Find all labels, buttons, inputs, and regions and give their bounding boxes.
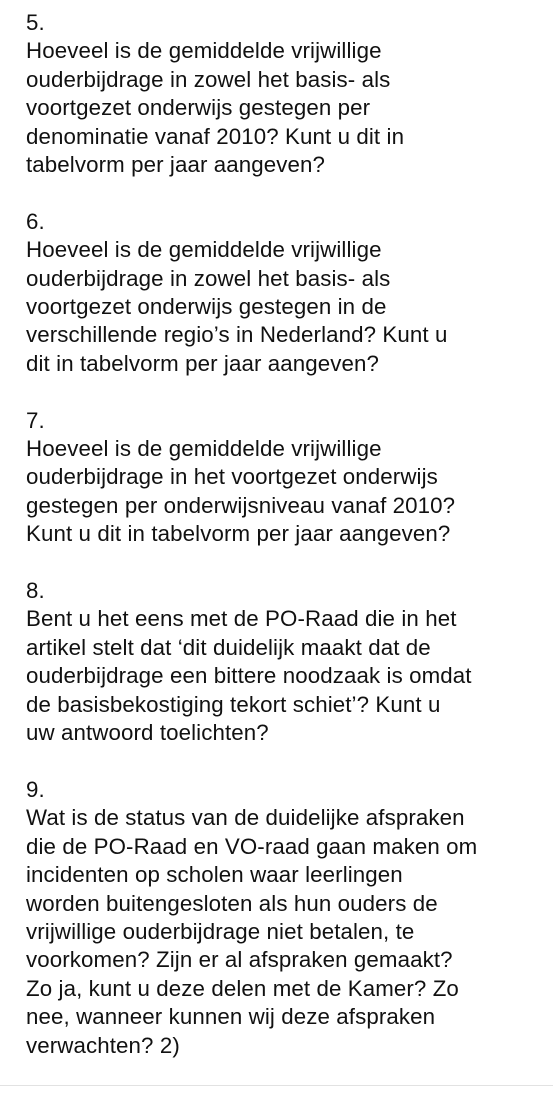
question-text-line: nee, wanneer kunnen wij deze afspraken	[26, 1004, 436, 1030]
question-text-line: de basisbekostiging tekort schiet’? Kunt u	[26, 691, 441, 717]
question-text-line: ouderbijdrage in zowel het basis- als	[26, 66, 391, 92]
question-text-line: dit in tabelvorm per jaar aangeven?	[26, 350, 380, 376]
question-text-line: Hoeveel is de gemiddelde vrijwillige	[26, 38, 382, 64]
question-text-line: ouderbijdrage in het voortgezet onderwijs	[26, 464, 438, 490]
question-text-line: verschillende regio’s in Nederland? Kunt u	[26, 322, 448, 348]
question-5	[26, 9, 546, 179]
question-8	[26, 577, 546, 747]
question-9	[26, 776, 546, 1060]
question-7	[26, 407, 546, 549]
question-text-line: uw antwoord toelichten?	[26, 720, 269, 746]
bottom-divider	[0, 1085, 553, 1086]
question-text-line: Wat is de status van de duidelijke afspraken	[26, 805, 465, 831]
question-number: 9.	[26, 776, 45, 802]
question-text-line: Hoeveel is de gemiddelde vrijwillige	[26, 436, 382, 462]
question-text-line: ouderbijdrage een bittere noodzaak is omdat	[26, 663, 472, 689]
question-text-line: verwachten? 2)	[26, 1032, 180, 1058]
question-number: 7.	[26, 407, 45, 433]
question-text-line: voorkomen? Zijn er al afspraken gemaakt?	[26, 947, 453, 973]
question-text-line: incidenten op scholen waar leerlingen	[26, 862, 403, 888]
question-text-line: voortgezet onderwijs gestegen per	[26, 95, 371, 121]
question-text-line: ouderbijdrage in zowel het basis- als	[26, 265, 391, 291]
question-text-line: Hoeveel is de gemiddelde vrijwillige	[26, 237, 382, 263]
questions-document	[26, 9, 546, 1088]
question-text-line: gestegen per onderwijsniveau vanaf 2010?	[26, 492, 456, 518]
question-text-line: die de PO-Raad en VO-raad gaan maken om	[26, 833, 478, 859]
question-text-line: voortgezet onderwijs gestegen in de	[26, 294, 387, 320]
question-number: 6.	[26, 208, 45, 234]
question-text-line: artikel stelt dat ‘dit duidelijk maakt dat de	[26, 634, 431, 660]
question-6	[26, 208, 546, 378]
question-number: 5.	[26, 10, 45, 35]
question-text-line: Kunt u dit in tabelvorm per jaar aangeven?	[26, 521, 451, 547]
question-text-line: denominatie vanaf 2010? Kunt u dit in	[26, 123, 405, 149]
question-text-line: vrijwillige ouderbijdrage niet betalen, te	[26, 918, 415, 944]
question-text-line: Bent u het eens met de PO-Raad die in het	[26, 606, 457, 632]
question-number: 8.	[26, 578, 45, 604]
question-text-line: Zo ja, kunt u deze delen met de Kamer? Zo	[26, 975, 459, 1001]
question-text-line: worden buitengesloten als hun ouders de	[26, 890, 438, 916]
question-text-line: tabelvorm per jaar aangeven?	[26, 152, 326, 178]
